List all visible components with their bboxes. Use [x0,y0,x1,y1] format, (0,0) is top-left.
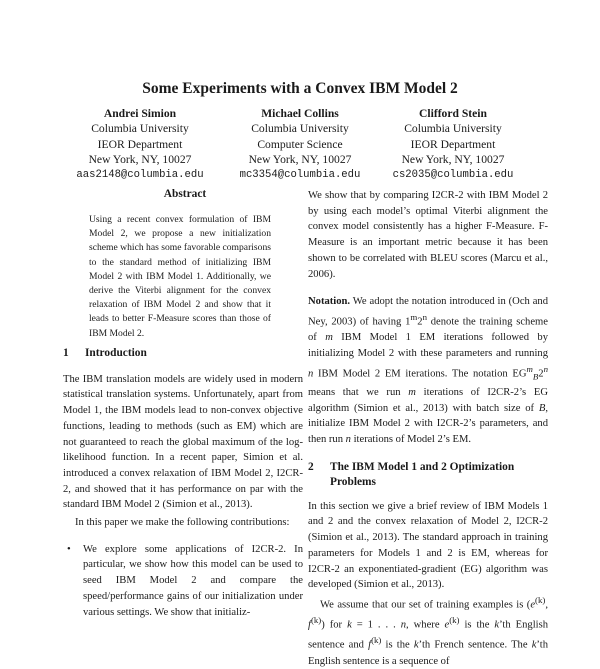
author-email: aas2148@columbia.edu [76,168,204,181]
notation-var: m [408,386,416,398]
notation-var: n [345,434,351,446]
author-department: IEOR Department [97,137,183,151]
section2-paragraph-2 [308,593,548,669]
notation-text: iterations of I2CR-2’s EG algorithm (Simion et al., 2013) with batch size of [308,386,548,414]
s2-var: e [444,619,450,631]
section-title-cont: Problems [330,475,376,488]
intro-paragraph-1: The IBM translation models are widely used in modern statistical translation systems. Unfortunately, apart from Model 1, the IBM models lead to non-convex objective functions, leading to methods (such as EM) which are not guaranteed to reach the global maximum of the log-likelihood function. In a recent paper, Simion et al. introduced a convex relaxation of IBM Model 2, I2CR-2, and showed that it has performance on par with the standard IBM Model 2 (Simion et al., 2013). [63,373,303,511]
notation-sup: m [526,363,533,374]
s2-var: n [400,619,407,631]
s2-var: k [413,639,419,651]
author-affiliation: Columbia University [91,122,189,136]
s2-text: ’th English sentence is a sequence of [308,639,548,667]
s2-text: is the [381,639,414,651]
section-title: The IBM Model 1 and 2 Optimization [330,460,515,473]
section-number: 2 [308,460,314,473]
bullet-dot-icon: • [67,543,71,555]
author-department: Computer Science [257,137,343,151]
notation-label: Notation. [308,296,351,308]
s2-var: f [308,619,311,631]
notation-text: iterations of Model 2’s EM. [350,434,472,446]
notation-text: IBM Model 2 EM iterations. The notation EG [313,368,527,380]
s2-sup: (k) [535,594,546,605]
notation-var: m [325,332,333,344]
section-number: 1 [63,347,69,359]
section-heading-ibm-models [308,460,548,490]
intro-paragraph-2: In this paper we make the following contributions: [75,517,290,529]
section-title: Introduction [85,347,147,359]
notation-var: n [308,368,314,380]
section2-paragraph-1: In this section we give a brief review of IBM Models 1 and 2 and the convex relaxation of Model 2, I2CR-2 (Simion et al., 2013). The standard approach in training parameters for Models 1 and 2 is EM, whereas for I2CR-2 an exponentiated-gradient (EG) algorithm was developed (Simion et al., 2013). [308,500,548,591]
s2-text: We assume that our set of training examples is ( [320,599,531,611]
abstract-heading: Abstract [163,188,207,200]
section-heading-introduction [63,346,303,362]
notation-text: We adopt the notation introduced in (Och and Ney, 2003) of having 1 [308,296,548,328]
bullet-text: We explore some applications of I2CR-2. In particular, we show how this model can be used to seed IBM Model 2 and compare the speed/performance gains of our initialization under various settings. We show that initializ- [83,543,303,618]
abstract-text: Using a recent convex formulation of IBM Model 2, we propose a new initialization scheme which has some favorable comparisons to the standard method of initializing IBM Model 2 with IBM Model 1. Additionally, we derive the Viterbi alignment for the convex relaxation of IBM Model 2 and show that it leads to better F-Measure scores than those of IBM Model 2. [89,214,271,339]
author-block-3 [363,106,543,183]
author-name: Clifford Stein [419,107,487,120]
notation-text: IBM Model 1 EM iterations followed by initializing Model 2 with these parameters and running [308,332,548,359]
notation-text: denote the training scheme of [308,316,548,344]
s2-text: is the [459,619,495,631]
author-block-1 [50,106,230,183]
author-address: New York, NY, 10027 [401,153,505,167]
notation-sub: B [532,371,539,382]
author-name: Michael Collins [261,107,339,120]
author-address: New York, NY, 10027 [88,153,192,167]
author-affiliation: Columbia University [404,122,502,136]
notation-sup: n [543,363,548,374]
s2-text: , where [406,619,445,631]
author-affiliation: Columbia University [251,122,349,136]
paper-title: Some Experiments with a Convex IBM Model 2 [142,80,458,97]
s2-text: ) for [321,619,348,631]
s2-text: ’th English sentence and [308,619,548,651]
author-name: Andrei Simion [103,107,177,120]
s2-var: e [530,599,536,611]
right-column-body [308,188,548,669]
notation-sup: n [422,311,427,322]
left-column-body [63,346,303,620]
s2-var: k [494,619,500,631]
s2-var: k [347,619,352,631]
s2-var: f [368,639,372,651]
author-department: IEOR Department [410,137,496,151]
notation-text: 2 [538,368,544,380]
s2-text: , [545,599,548,611]
author-address: New York, NY, 10027 [248,153,352,167]
s2-text: ’th French sentence. The [418,639,532,651]
s2-text: = 1 . . . [351,619,401,631]
notation-paragraph [308,294,548,448]
contribution-bullet [63,542,303,621]
author-email: cs2035@columbia.edu [392,168,514,181]
notation-var: B [538,402,546,414]
s2-sup: (k) [310,615,322,626]
right-column-intro-paragraph: We show that by comparing I2CR-2 with IBM Model 2 by using each model’s optimal Viterbi alignment the convex model consistently has a higher F-Measure. F-Measure is an important metric because it has been shown to be correlated with BLEU scores (Marcu et al., 2006). [308,190,548,280]
notation-text: , initialize IBM Model 2 with I2CR-2’s parameters, and then run [308,402,548,446]
s2-sup: (k) [449,615,460,626]
notation-sup: m [410,311,418,322]
author-email: mc3354@columbia.edu [239,168,361,181]
s2-sup: (k) [371,635,382,646]
notation-text: means that we run [308,386,409,398]
s2-var: k [531,639,537,651]
notation-text: 2 [417,316,423,328]
